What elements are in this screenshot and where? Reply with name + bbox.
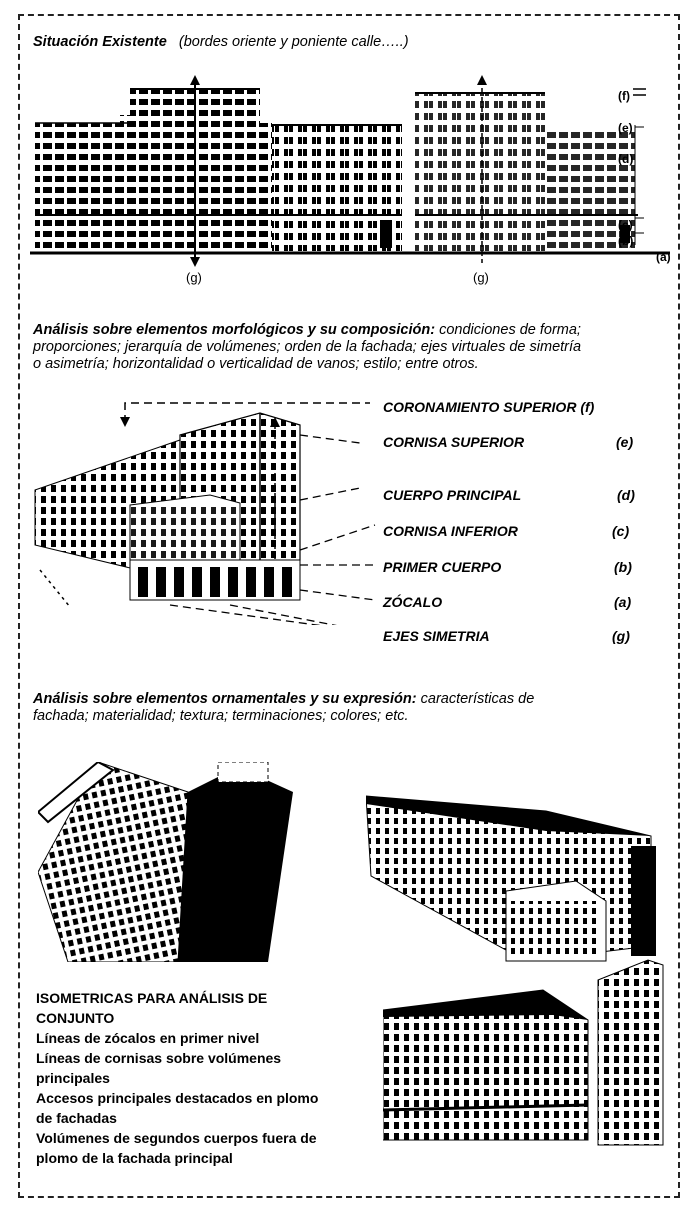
left-building-block [35,89,402,251]
axis-label-g-left: (g) [186,270,202,285]
right-building-block [415,93,638,251]
section4-item-2b: principales [36,1070,110,1086]
legend-zocalo: ZÓCALO [383,594,443,610]
section4-item-4b: plomo de la fachada principal [36,1150,233,1166]
section1-subtitle: (bordes oriente y poniente calle…..) [178,34,409,50]
section2-line3: o asimetría; horizontalidad o verticalidad de vanos; estilo; entre otros. [33,356,479,372]
elevation-drawing [30,75,680,290]
elev-label-c: (c) [618,218,633,232]
section2-heading: Análisis sobre elementos morfológicos y su composición: [33,322,436,338]
section3-line1-rest: características de [420,691,535,707]
axis-label-g-right: (g) [473,270,489,285]
section4-item-2: Líneas de cornisas sobre volúmenes [36,1050,282,1066]
legend-code-a: (a) [614,594,632,610]
legend-code-b: (b) [614,559,632,575]
legend-primer-cuerpo: PRIMER CUERPO [383,559,502,575]
section1-header [33,33,409,51]
elev-label-b: (b) [618,234,634,248]
section3-line1 [33,690,673,708]
section3-heading: Análisis sobre elementos ornamentales y su expresión: [33,691,417,707]
legend-cornisa-superior: CORNISA SUPERIOR [383,434,525,450]
legend-cuerpo-principal: CUERPO PRINCIPAL [383,487,522,503]
legend-cornisa-inferior: CORNISA INFERIOR [383,523,518,539]
section4-item-3: Accesos principales destacados en plomo [36,1090,319,1106]
section3-line2: fachada; materialidad; textura; terminaciones; colores; etc. [33,708,409,724]
section4-title-line2: CONJUNTO [36,1010,115,1026]
section1-title: Situación Existente [33,34,167,50]
elev-label-d: (d) [618,152,634,166]
elev-label-a: (a) [656,250,671,264]
section2-line1-rest: condiciones de forma; [439,322,581,338]
section4-item-1: Líneas de zócalos en primer nivel [36,1030,260,1046]
perspective-building-drawing [30,395,390,625]
section2-line1 [33,321,673,339]
isometric-image-block [366,786,666,966]
section4-item-3b: de fachadas [36,1110,117,1126]
legend-coronamiento: CORONAMIENTO SUPERIOR (f) [383,399,595,415]
legend-code-d: (d) [617,487,635,503]
section2-line2: proporciones; jerarquía de volúmenes; orden de la fachada; ejes virtuales de simetría [33,339,582,355]
isometric-image-aerial-corner [38,762,298,962]
legend-code-e: (e) [616,434,634,450]
legend-code-g: (g) [612,628,630,644]
elev-label-f: (f) [618,89,630,103]
isometric-image-street [383,955,668,1150]
legend-ejes-simetria: EJES SIMETRIA [383,628,490,644]
section4-title-line1: ISOMETRICAS PARA ANÁLISIS DE [36,990,268,1006]
elev-label-e: (e) [618,121,633,135]
section4-item-4: Volúmenes de segundos cuerpos fuera de [36,1130,317,1146]
legend-code-c: (c) [612,523,630,539]
